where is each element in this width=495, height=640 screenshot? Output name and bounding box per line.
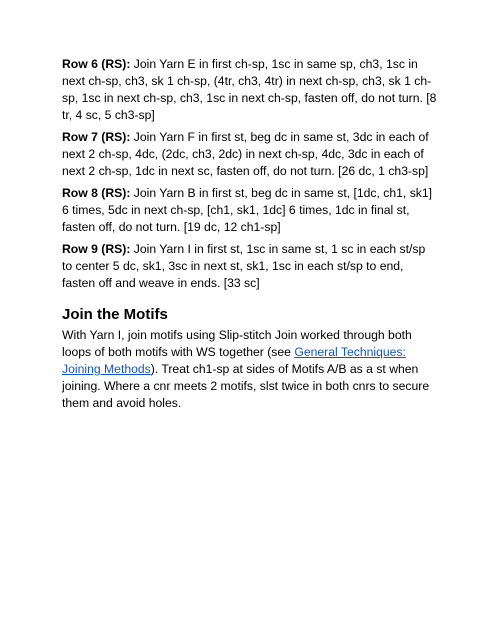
row-6-instruction: [62, 56, 437, 124]
join-motifs-paragraph: [62, 327, 437, 412]
row-8-label: Row 8 (RS):: [62, 186, 131, 200]
join-motifs-text-after: ). Treat ch1-sp at sides of Motifs A/B as a st when joining. Where a cnr meets 2 motifs, slst twice in both cnrs to secure them and avoid holes.: [62, 362, 430, 410]
row-9-instruction: [62, 241, 437, 292]
join-motifs-text-before: With Yarn I, join motifs using Slip-stitch Join worked through both loops of both motifs with WS together (see: [62, 328, 412, 359]
row-7-text: Join Yarn F in first st, beg dc in same st, 3dc in each of next 2 ch-sp, 4dc, (2dc, ch3, 2dc) in next ch-sp, 4dc, 3dc in each of next 2 ch-sp, 1dc in next sc, fasten off, do not turn. [26 dc, 1 ch3-sp]: [62, 130, 429, 178]
row-8-text: Join Yarn B in first st, beg dc in same st, [1dc, ch1, sk1] 6 times, 5dc in next ch-sp, [ch1, sk1, 1dc] 6 times, 1dc in final st, fasten off, do not turn. [19 dc, 12 ch1-sp]: [62, 186, 433, 234]
row-7-instruction: [62, 129, 437, 180]
row-7-label: Row 7 (RS):: [62, 130, 131, 144]
row-8-instruction: [62, 185, 437, 236]
row-6-label: Row 6 (RS):: [62, 57, 131, 71]
row-6-text: Join Yarn E in first ch-sp, 1sc in same sp, ch3, 1sc in next ch-sp, ch3, sk 1 ch-sp, (4tr, ch3, 4tr) in next ch-sp, ch3, sk 1 ch-sp, 1sc in next ch-sp, ch3, 1sc in next ch-sp, fasten off, do not turn. [8 tr, 4 sc, 5 ch3-sp]: [62, 57, 437, 122]
row-9-label: Row 9 (RS):: [62, 242, 131, 256]
row-9-text: Join Yarn I in first st, 1sc in same st, 1 sc in each st/sp to center 5 dc, sk1, 3sc in next st, sk1, 1sc in each st/sp to end, fasten off and weave in ends. [33 sc]: [62, 242, 426, 290]
join-motifs-heading: Join the Motifs: [62, 306, 168, 323]
general-techniques-link[interactable]: General Techniques: Joining Methods: [62, 345, 406, 376]
pattern-page: [62, 56, 437, 412]
